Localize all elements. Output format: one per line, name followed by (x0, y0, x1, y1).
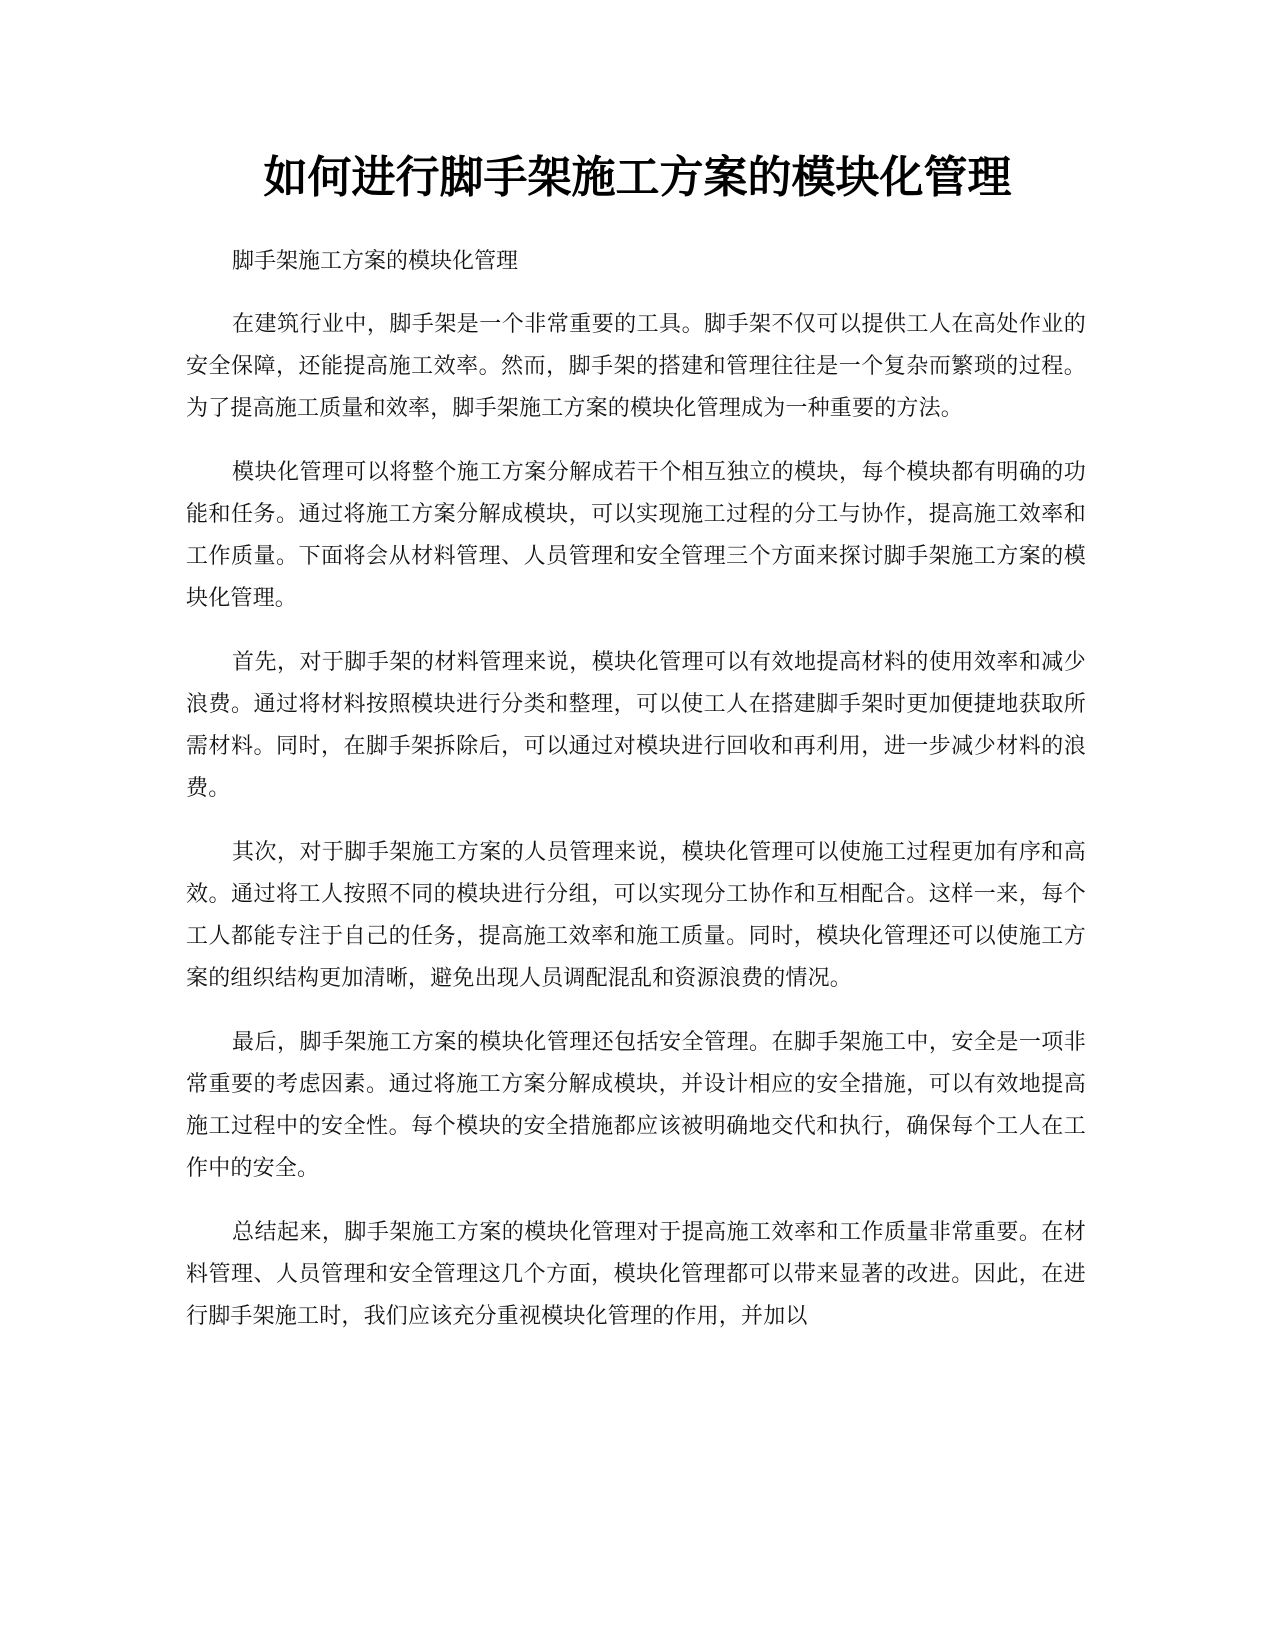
paragraph: 首先，对于脚手架的材料管理来说，模块化管理可以有效地提高材料的使用效率和减少浪费。通过将材料按照模块进行分类和整理，可以使工人在搭建脚手架时更加便捷地获取所需材料。同时，在脚手架拆除后，可以通过对模块进行回收和再利用，进一步减少材料的浪费。 (186, 650, 1086, 801)
paragraph: 其次，对于脚手架施工方案的人员管理来说，模块化管理可以使施工过程更加有序和高效。通过将工人按照不同的模块进行分组，可以实现分工协作和互相配合。这样一来，每个工人都能专注于自己的任务，提高施工效率和施工质量。同时，模块化管理还可以使施工方案的组织结构更加清晰，避免出现人员调配混乱和资源浪费的情况。 (186, 840, 1086, 991)
document-body (186, 304, 1086, 1360)
paragraph: 模块化管理可以将整个施工方案分解成若干个相互独立的模块，每个模块都有明确的功能和任务。通过将施工方案分解成模块，可以实现施工过程的分工与协作，提高施工效率和工作质量。下面将会从材料管理、人员管理和安全管理三个方面来探讨脚手架施工方案的模块化管理。 (186, 460, 1086, 611)
document-title: 如何进行脚手架施工方案的模块化管理 (263, 152, 1012, 203)
document-subtitle: 脚手架施工方案的模块化管理 (232, 249, 519, 274)
paragraph: 在建筑行业中，脚手架是一个非常重要的工具。脚手架不仅可以提供工人在高处作业的安全保障，还能提高施工效率。然而，脚手架的搭建和管理往往是一个复杂而繁琐的过程。为了提高施工质量和效率，脚手架施工方案的模块化管理成为一种重要的方法。 (186, 312, 1086, 421)
paragraph: 最后，脚手架施工方案的模块化管理还包括安全管理。在脚手架施工中，安全是一项非常重要的考虑因素。通过将施工方案分解成模块，并设计相应的安全措施，可以有效地提高施工过程中的安全性。每个模块的安全措施都应该被明确地交代和执行，确保每个工人在工作中的安全。 (186, 1030, 1086, 1181)
paragraph: 总结起来，脚手架施工方案的模块化管理对于提高施工效率和工作质量非常重要。在材料管理、人员管理和安全管理这几个方面，模块化管理都可以带来显著的改进。因此，在进行脚手架施工时，我们应该充分重视模块化管理的作用，并加以 (186, 1220, 1086, 1329)
